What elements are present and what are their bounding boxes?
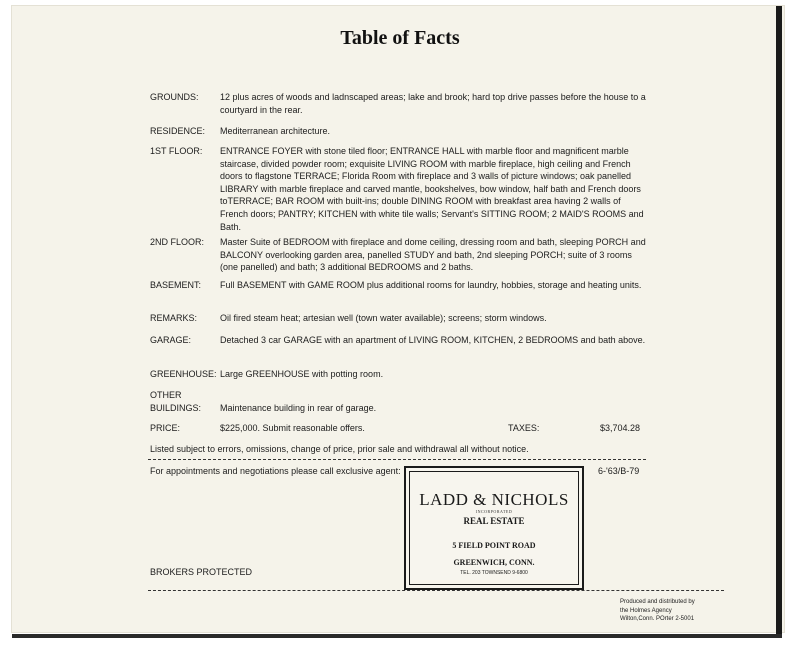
taxes-label: TAXES: bbox=[508, 423, 540, 433]
fact-label-line1: OTHER bbox=[150, 390, 182, 400]
agent-telephone: TEL. 203 TOWNSEND 9-6800 bbox=[460, 570, 528, 576]
fact-label: GARAGE: bbox=[150, 335, 192, 345]
fact-label: 2ND FLOOR: bbox=[150, 237, 205, 247]
fact-label: GREENHOUSE: bbox=[150, 369, 217, 379]
fact-text: ENTRANCE FOYER with stone tiled floor; ENTRANCE HALL with marble floor and magnificent marble staircase, divided powder room; exquisite LIVING ROOM with marble fireplace, high ceiling and French doors to flagstone TERRACE; Florida Room with fireplace and 3 walls of picture windows; oak panelled LIBRARY with marble fireplace and carved mantle, bookshelves, bow window, half bath and French doors toTERRACE; BAR ROOM with built-ins; double DINING ROOM with breakfast area having 2 walls of French doors; PANTRY; KITCHEN with white tile walls; Servant's SITTING ROOM; 2 MAID'S ROOMS and Bath. bbox=[220, 146, 644, 232]
fact-label: RESIDENCE: bbox=[150, 126, 206, 136]
fact-text: 12 plus acres of woods and ladnscaped areas; lake and brook; hard top drive passes before the house to a courtyard in the rear. bbox=[220, 92, 646, 115]
printer-line: Produced and distributed by bbox=[620, 599, 695, 605]
agent-card-border bbox=[409, 471, 579, 585]
document-code: 6-'63/B-79 bbox=[598, 466, 640, 476]
fact-label: BASEMENT: bbox=[150, 280, 202, 290]
agent-name: LADD & NICHOLS bbox=[419, 490, 569, 509]
divider-dashed-bottom bbox=[148, 590, 724, 591]
fact-label: 1ST FLOOR: bbox=[150, 146, 203, 156]
fact-text: Detached 3 car GARAGE with an apartment of LIVING ROOM, KITCHEN, 2 BEDROOMS and bath above. bbox=[220, 335, 646, 345]
page-title: Table of Facts bbox=[340, 27, 460, 49]
fact-text: Full BASEMENT with GAME ROOM plus additional rooms for laundry, hobbies, storage and heating units. bbox=[220, 280, 642, 290]
brokers-protected: BROKERS PROTECTED bbox=[150, 567, 253, 577]
fact-label: GROUNDS: bbox=[150, 92, 199, 102]
taxes-value: $3,704.28 bbox=[600, 423, 641, 433]
fact-label-line2: BUILDINGS: bbox=[150, 402, 202, 413]
agent-city: GREENWICH, CONN. bbox=[453, 558, 535, 567]
agent-incorporated: INCORPORATED bbox=[475, 509, 513, 514]
disclaimer: Listed subject to errors, omissions, change of price, prior sale and withdrawal all without notice. bbox=[150, 444, 529, 454]
fact-text: Oil fired steam heat; artesian well (town water available); screens; storm windows. bbox=[220, 313, 547, 323]
fact-label bbox=[150, 389, 220, 414]
printer-line: the Holmes Agency bbox=[620, 607, 672, 614]
printer-line: Wilton,Conn. POrter 2-5001 bbox=[620, 616, 695, 623]
page-bottom-edge bbox=[12, 634, 782, 638]
fact-text: Large GREENHOUSE with potting room. bbox=[220, 369, 384, 379]
fact-label: REMARKS: bbox=[150, 313, 198, 323]
printer-credit bbox=[620, 598, 695, 624]
agent-business: REAL ESTATE bbox=[463, 516, 525, 526]
price-value: $225,000. Submit reasonable offers. bbox=[220, 423, 365, 433]
page-edge-shadow bbox=[776, 6, 782, 636]
agent-card bbox=[404, 466, 584, 590]
fact-text: Maintenance building in rear of garage. bbox=[220, 402, 377, 413]
price-label: PRICE: bbox=[150, 423, 181, 433]
fact-text: Mediterranean architecture. bbox=[220, 126, 331, 136]
agent-address: 5 FIELD POINT ROAD bbox=[452, 541, 536, 550]
divider-dashed bbox=[148, 459, 646, 460]
fact-text: Master Suite of BEDROOM with fireplace and dome ceiling, dressing room and bath, sleeping PORCH and BALCONY overlooking garden area, panelled STUDY and bath, 2nd sleeping PORCH; suite of 3 rooms (one panelled) and bath; 3 additional BEDROOMS and 2 baths. bbox=[220, 237, 646, 273]
appointment-text: For appointments and negotiations please call exclusive agent: bbox=[150, 466, 401, 476]
